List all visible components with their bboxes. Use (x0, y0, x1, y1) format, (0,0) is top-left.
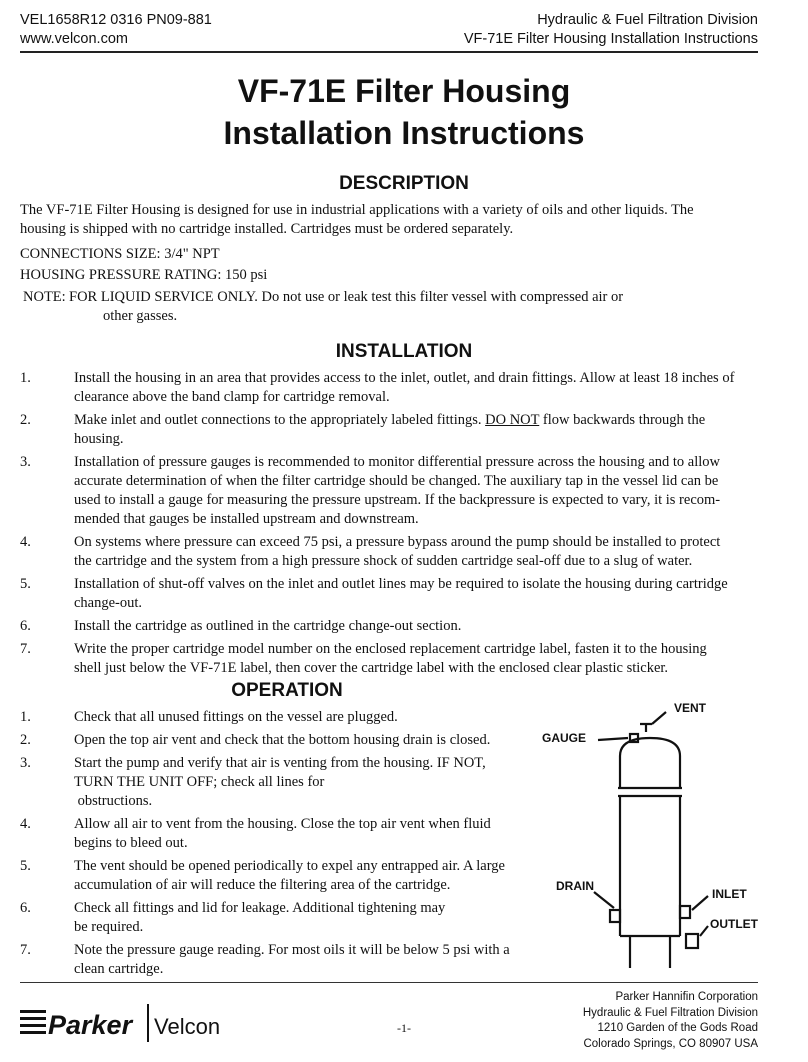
intro-line-2: housing is shipped with no cartridge installed. Cartridges must be ordered separately. (20, 221, 514, 237)
installation-item (20, 453, 760, 529)
item-text: mended that gauges be installed upstream and downstream. (74, 511, 419, 527)
vent-valve (640, 712, 666, 732)
item-number: 3. (20, 454, 31, 470)
housing-base (620, 936, 680, 968)
item-number: 7. (20, 641, 31, 657)
housing-lid (620, 738, 680, 756)
header-left (20, 11, 212, 49)
housing-shell-top (620, 756, 680, 788)
page-number: -1- (397, 1021, 411, 1035)
item-text: Install the housing in an area that provides access to the inlet, outlet, and drain fittings. Allow at least 18 inches of (74, 370, 735, 386)
item-text: be required. (74, 919, 144, 935)
housing-body (620, 796, 680, 936)
note-label: NOTE: (23, 289, 66, 305)
operation-item (20, 754, 530, 811)
do-not-emphasis: DO NOT (485, 412, 540, 428)
website-link[interactable]: www.velcon.com (20, 31, 128, 47)
outlet-fitting (686, 934, 698, 948)
installation-item (20, 533, 760, 571)
installation-heading: INSTALLATION (335, 341, 473, 362)
item-text: begins to bleed out. (74, 835, 188, 851)
inlet-leader (692, 896, 708, 910)
operation-item (20, 708, 530, 727)
installation-item (20, 369, 760, 407)
doc-code: VEL1658R12 0316 PN09-881 (20, 12, 212, 28)
description-intro (20, 201, 760, 239)
drain-label: DRAIN (556, 879, 594, 893)
item-text: Allow all air to vent from the housing. Close the top air vent when fluid (74, 816, 491, 832)
band-clamp (618, 788, 682, 796)
item-number: 6. (20, 900, 31, 916)
vent-label: VENT (674, 701, 707, 715)
liquid-service-note (20, 288, 760, 326)
operation-list (20, 708, 530, 983)
installation-item (20, 617, 760, 636)
item-number: 4. (20, 534, 31, 550)
item-text: On systems where pressure can exceed 75 psi, a pressure bypass around the pump should be installed to protect (74, 534, 721, 550)
operation-item (20, 815, 530, 853)
item-text: Installation of shut-off valves on the inlet and outlet lines may be required to isolate the housing during cartridge (74, 576, 728, 592)
logo-parker-text: Parker (48, 1010, 133, 1040)
address-line-1: 1210 Garden of the Gods Road (597, 1022, 758, 1034)
item-text: Write the proper cartridge model number on the enclosed replacement cartridge label, fasten it to the housing (74, 641, 707, 657)
item-number: 3. (20, 755, 31, 771)
item-text: Check that all unused fittings on the vessel are plugged. (74, 709, 398, 725)
operation-item (20, 857, 530, 895)
item-text: Install the cartridge as outlined in the cartridge change-out section. (74, 618, 462, 634)
logo-velcon-text: Velcon (154, 1014, 221, 1039)
item-text (74, 411, 760, 430)
item-number: 5. (20, 858, 31, 874)
item-text: clearance above the band clamp for cartridge removal. (74, 389, 390, 405)
item-number: 6. (20, 618, 31, 634)
description-heading: DESCRIPTION (339, 173, 469, 194)
inlet-label: INLET (712, 887, 747, 901)
item-text: change-out. (74, 595, 143, 611)
intro-line-1: The VF-71E Filter Housing is designed for use in industrial applications with a variety of oils and other liquids. The (20, 202, 694, 218)
item-text: TURN THE UNIT OFF; check all lines for (74, 774, 325, 790)
installation-item (20, 640, 760, 678)
note-line-1: FOR LIQUID SERVICE ONLY. Do not use or leak test this filter vessel with compressed air or (69, 289, 624, 305)
drain-fitting (610, 910, 620, 922)
item-number: 5. (20, 576, 31, 592)
installation-item (20, 575, 760, 613)
item-number: 4. (20, 816, 31, 832)
drain-leader (594, 892, 614, 908)
company-name: Parker Hannifin Corporation (615, 991, 758, 1003)
item-text: housing. (74, 431, 124, 447)
title-line-1: VF-71E Filter Housing (237, 73, 571, 109)
item-number: 1. (20, 370, 31, 386)
operation-item (20, 941, 530, 979)
item-text: the cartridge and the system from a high pressure shock of sudden cartridge seal-off due to a slug of water. (74, 553, 693, 569)
installation-list (20, 369, 760, 682)
item-text: Check all fittings and lid for leakage. Additional tightening may (74, 900, 446, 916)
operation-item (20, 899, 530, 937)
pressure-rating: HOUSING PRESSURE RATING: 150 psi (20, 267, 268, 283)
connections-size: CONNECTIONS SIZE: 3/4" NPT (20, 246, 220, 262)
footer-division: Hydraulic & Fuel Filtration Division (582, 1006, 758, 1019)
gauge-label: GAUGE (542, 731, 587, 745)
title-line-2: Installation Instructions (223, 115, 585, 151)
item-number: 1. (20, 709, 31, 725)
footer-rule (20, 982, 758, 983)
item-text: The vent should be opened periodically to expel any entrapped air. A large (74, 858, 505, 874)
operation-item (20, 731, 530, 750)
address-line-2: Colorado Springs, CO 80907 USA (583, 1037, 758, 1050)
item-number: 2. (20, 732, 31, 748)
doc-title: VF-71E Filter Housing Installation Instructions (463, 31, 758, 47)
item-number: 7. (20, 942, 31, 958)
installation-item (20, 411, 760, 449)
header-rule (20, 51, 758, 53)
item-number: 2. (20, 412, 31, 428)
item-text: clean cartridge. (74, 961, 164, 977)
item-text: Note the pressure gauge reading. For most oils it will be below 5 psi with a (74, 942, 510, 958)
operation-heading: OPERATION (231, 680, 343, 701)
item-text: accurate determination of when the filter cartridge should be changed. The auxiliary tap in the vessel lid can be (74, 473, 719, 489)
item-text: shell just below the VF-71E label, then cover the cartridge label with the enclosed clear plastic sticker. (74, 660, 669, 676)
inlet-fitting (680, 906, 690, 918)
outlet-label: OUTLET (710, 917, 758, 931)
company-address (583, 990, 758, 1052)
item-text: Open the top air vent and check that the bottom housing drain is closed. (74, 732, 491, 748)
item-text-pre: Make inlet and outlet connections to the appropriately labeled fittings. (74, 412, 486, 428)
filter-housing-diagram (538, 696, 768, 976)
item-text: Start the pump and verify that air is venting from the housing. IF NOT, (74, 755, 486, 771)
gauge-leader (598, 738, 628, 740)
item-text: obstructions. (74, 793, 153, 809)
item-text: Installation of pressure gauges is recommended to monitor differential pressure across the housing and to allow (74, 454, 721, 470)
item-text: accumulation of air will reduce the filtering area of the cartridge. (74, 877, 451, 893)
division-name: Hydraulic & Fuel Filtration Division (537, 12, 758, 28)
header-right (464, 11, 758, 49)
page-title (0, 70, 808, 154)
note-line-2: other gasses. (103, 308, 178, 324)
item-text-post: flow backwards through the (539, 412, 706, 428)
item-text: used to install a gauge for measuring the pressure upstream. If the backpressure is expected to vary, it is recom- (74, 492, 721, 508)
outlet-leader (700, 926, 708, 936)
